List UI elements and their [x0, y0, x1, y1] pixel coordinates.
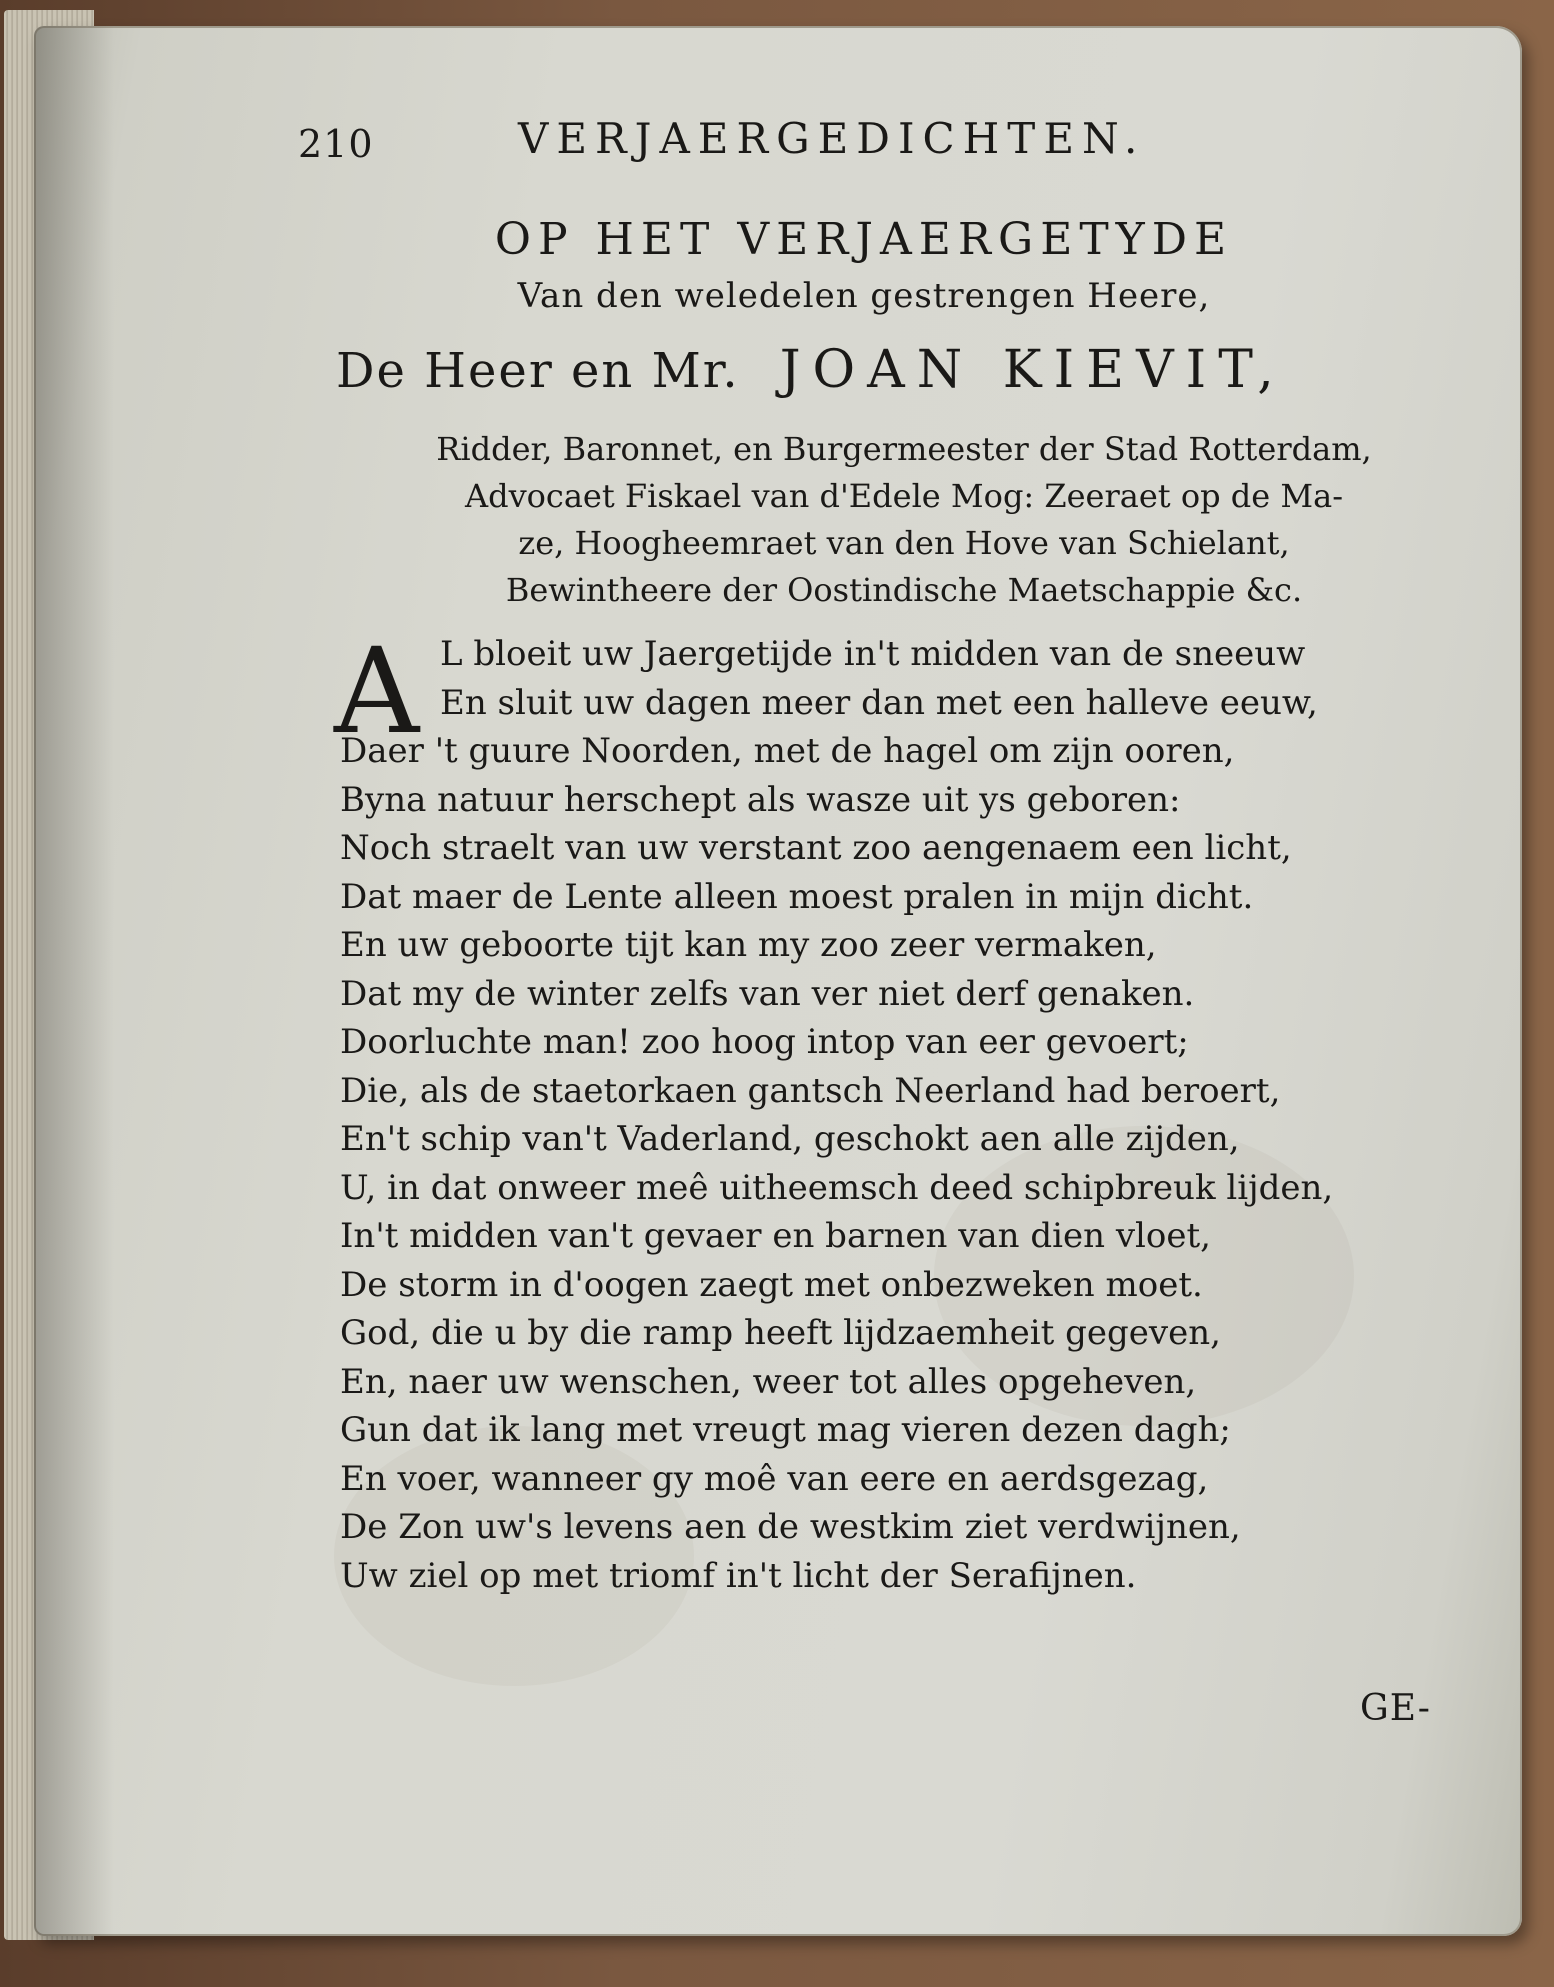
page-number: 210 [298, 122, 374, 166]
verse-line: Byna natuur herschept als wasze uit ys geboren: [340, 779, 1181, 820]
verse-line: En sluit uw dagen meer dan met een halleve eeuw, [440, 682, 1318, 723]
dedicatee-line [336, 340, 1496, 400]
spine-shadow [34, 26, 114, 1936]
verse-line: Daer 't guure Noorden, met de hagel om zijn ooren, [340, 731, 1235, 771]
verse-line: L bloeit uw Jaergetijde in't midden van de sneeuw [440, 634, 1306, 674]
poem-dedication: Van den weledelen gestrengen Heere, [517, 276, 1211, 316]
verse-line: En, naer uw wenschen, weer tot alles opgeheven, [340, 1361, 1197, 1402]
verse-line: Die, als de staetorkaen gantsch Neerland had beroert, [340, 1070, 1281, 1111]
verse-line: Dat maer de Lente alleen moest pralen in mijn dicht. [340, 876, 1254, 917]
verse-line: Uw ziel op met triomf in't licht der Serafijnen. [340, 1555, 1137, 1596]
verse-line: U, in dat onweer meê uitheemsch deed schipbreuk lijden, [340, 1167, 1334, 1208]
dedicatee-title-line: ze, Hoogheemraet van den Hove van Schielant, [518, 524, 1290, 562]
verse-line: Dat my de winter zelfs van ver niet derf genaken. [340, 973, 1195, 1014]
running-head [298, 114, 1298, 174]
running-title: VERJAERGEDICHTEN. [518, 114, 1146, 163]
verse-line: De Zon uw's levens aen de westkim ziet verdwijnen, [340, 1507, 1241, 1547]
verse-line: En uw geboorte tijt kan my zoo zeer vermaken, [340, 925, 1157, 965]
verse-line: Gun dat ik lang met vreugt mag vieren dezen dagh; [340, 1410, 1231, 1450]
verse-line: En't schip van't Vaderland, geschokt aen alle zijden, [340, 1119, 1240, 1159]
catchword: GE- [1360, 1688, 1431, 1729]
dedicatee-titles [334, 426, 1474, 614]
verse-line: En voer, wanneer gy moê van eere en aerdsgezag, [340, 1458, 1209, 1499]
verse-line: In't midden van't gevaer en barnen van dien vloet, [340, 1216, 1211, 1256]
dedicatee-title-line: Advocaet Fiskael van d'Edele Mog: Zeeraet op de Ma- [464, 477, 1343, 515]
verse-line: Doorluchte man! zoo hoog intop van eer gevoert; [340, 1022, 1189, 1062]
dedicatee-title-line: Ridder, Baronnet, en Burgermeester der Stad Rotterdam, [436, 430, 1372, 468]
dedicatee-title-line: Bewintheere der Oostindische Maetschappie &c. [505, 571, 1303, 609]
verse-line: De storm in d'oogen zaegt met onbezweken moet. [340, 1264, 1203, 1305]
verse-line: Noch straelt van uw verstant zoo aengenaem een licht, [340, 828, 1292, 868]
poem-body [334, 622, 1460, 1600]
book-page [34, 26, 1522, 1936]
verse-line: God, die u by die ramp heeft lijdzaemheit gegeven, [340, 1313, 1221, 1353]
drop-cap: A [334, 622, 420, 760]
poem-title: OP HET VERJAERGETYDE [494, 214, 1234, 265]
dedicatee-prefix: De Heer en Mr. [336, 343, 740, 399]
dedicatee-name: JOAN KIEVIT, [779, 340, 1286, 400]
